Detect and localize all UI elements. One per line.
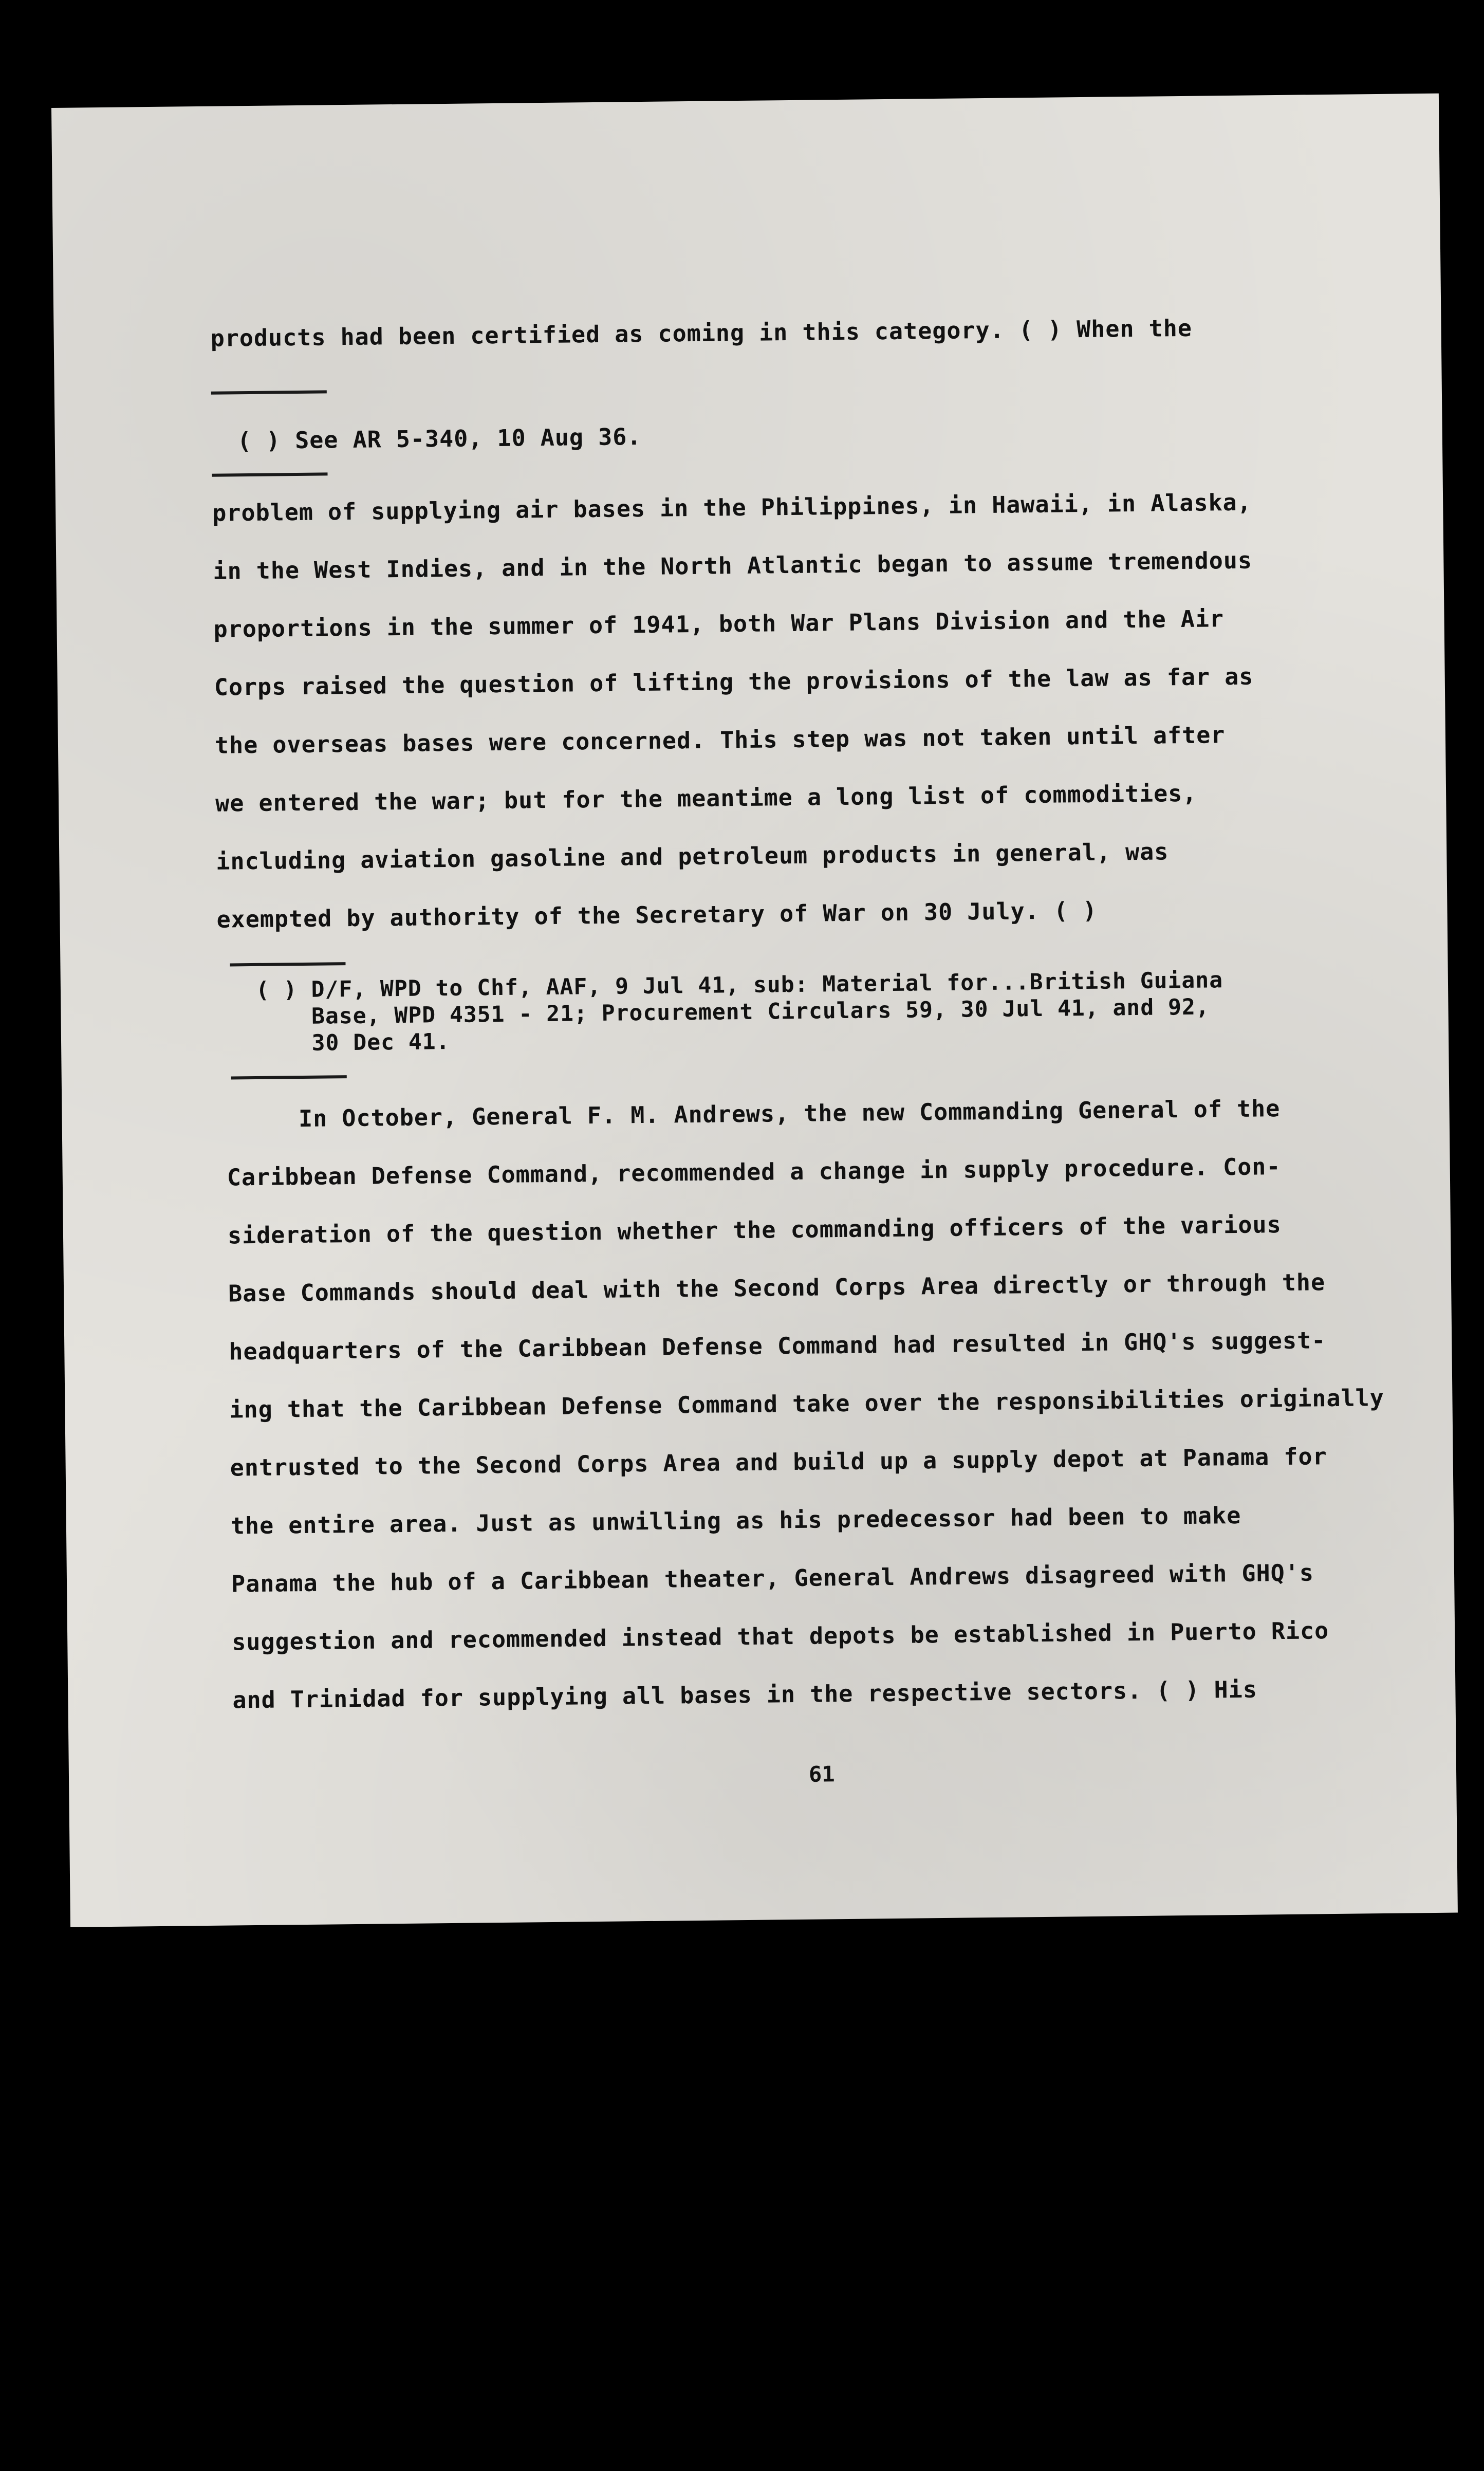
paragraph-2-line: entrusted to the Second Corps Area and build up a supply depot at Panama for: [230, 1443, 1327, 1482]
paragraph-1-line: exempted by authority of the Secretary of War on 30 July. ( ): [216, 896, 1098, 933]
paragraph-2-line: Base Commands should deal with the Second Corps Area directly or through the: [228, 1268, 1326, 1307]
footnote-2: [256, 965, 1362, 1057]
paragraph-2-line: and Trinidad for supplying all bases in the respective sectors. ( ) His: [232, 1675, 1258, 1714]
paragraph-1-line: including aviation gasoline and petroleum products in general, was: [216, 838, 1169, 875]
footnote-1: ( ) See AR 5-340, 10 Aug 36.: [237, 423, 642, 455]
paragraph-1-line: Corps raised the question of lifting the provisions of the law as far as: [214, 662, 1254, 701]
paragraph-2-line: suggestion and recommended instead that depots be established in Puerto Rico: [231, 1617, 1329, 1656]
paragraph-1-line: the overseas bases were concerned. This step was not taken until after: [214, 721, 1226, 759]
paragraph-1-line: proportions in the summer of 1941, both War Plans Division and the Air: [213, 605, 1225, 643]
paragraph-2-line: the entire area. Just as unwilling as his predecessor had been to make: [230, 1501, 1241, 1540]
footnote-rule-bottom-1: [212, 472, 327, 476]
paragraph-2: [226, 1079, 1385, 1729]
paragraph-2-line: headquarters of the Caribbean Defense Command had resulted in GHQ's suggest-: [229, 1326, 1326, 1366]
paragraph-2-line: In October, General F. M. Andrews, the new Commanding General of the: [226, 1095, 1281, 1133]
footnote-2-line: ( ) D/F, WPD to Chf, AAF, 9 Jul 41, sub: Material for...British Guiana: [255, 967, 1223, 1003]
paragraph-1: [212, 472, 1322, 948]
paragraph-1-line: we entered the war; but for the meantime a long list of commodities,: [215, 779, 1197, 817]
paragraph-2-line: Caribbean Defense Command, recommended a change in supply procedure. Con-: [227, 1153, 1281, 1191]
paragraph-2-line: Panama the hub of a Caribbean theater, General Andrews disagreed with GHQ's: [231, 1559, 1314, 1598]
footnote-rule-top-2: [230, 962, 345, 966]
paragraph-2-line: sideration of the question whether the commanding officers of the various: [227, 1211, 1282, 1249]
paragraph-2-line: ing that the Caribbean Defense Command take over the responsibilities originally: [229, 1384, 1385, 1424]
paragraph-1-line: problem of supplying air bases in the Philippines, in Hawaii, in Alaska,: [212, 488, 1252, 527]
footnote-2-line: 30 Dec 41.: [256, 1028, 450, 1057]
document-page: [51, 94, 1458, 1927]
page-number: 61: [808, 1761, 835, 1787]
opening-line: products had been certified as coming in this category. ( ) When the: [210, 314, 1193, 352]
footnote-2-line: Base, WPD 4351 - 21; Procurement Circulars 59, 30 Jul 41, and 92,: [256, 994, 1210, 1030]
footnote-rule-top-1: [211, 390, 327, 394]
footnote-rule-bottom-2: [231, 1075, 347, 1079]
paragraph-1-line: in the West Indies, and in the North Atlantic began to assume tremendous: [213, 546, 1253, 585]
